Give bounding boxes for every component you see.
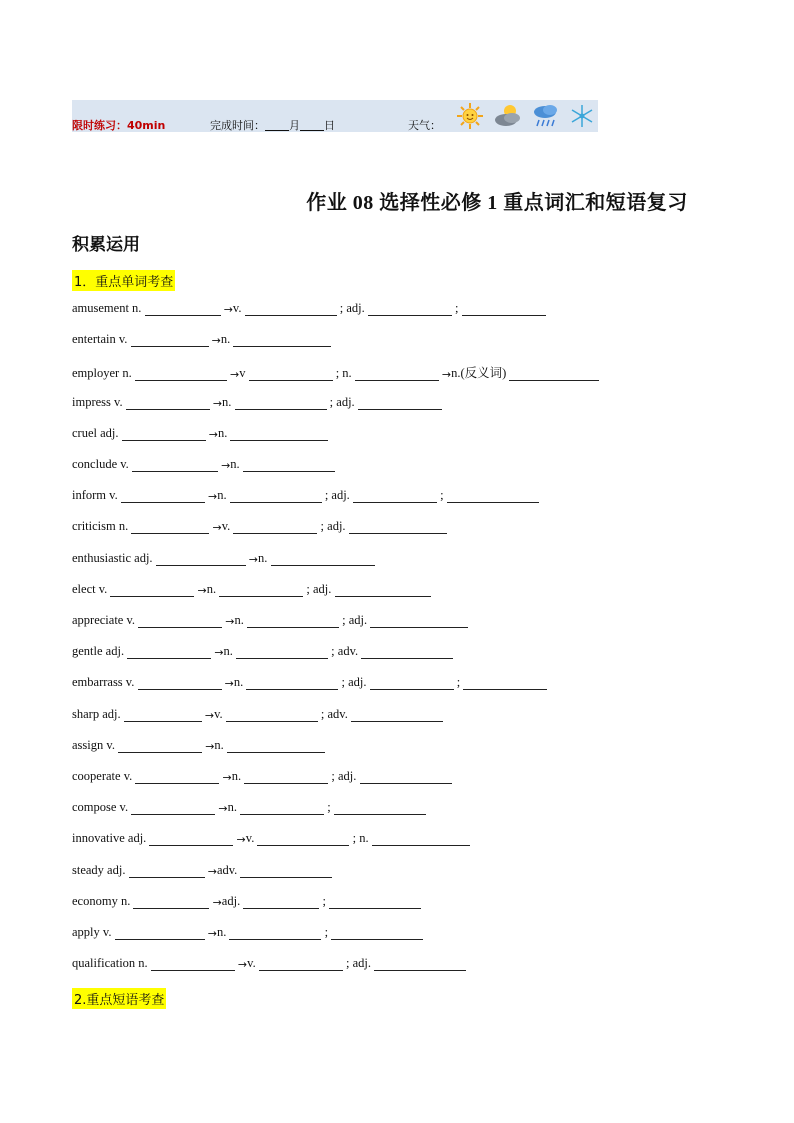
part-of-speech-label: →adj.: [212, 893, 244, 909]
vocab-row: [72, 707, 443, 727]
part-of-speech-label: →n.: [211, 332, 234, 348]
answer-blank[interactable]: [243, 457, 335, 472]
vocab-row: [72, 956, 466, 976]
answer-blank[interactable]: [118, 738, 202, 753]
part-of-speech-label: →n.: [225, 613, 248, 628]
answer-blank[interactable]: [129, 863, 205, 878]
answer-blank[interactable]: [135, 366, 227, 381]
answer-blank[interactable]: [240, 800, 324, 815]
answer-blank[interactable]: [463, 675, 547, 690]
answer-blank[interactable]: [370, 675, 454, 690]
vocab-word: economy n.: [72, 893, 134, 908]
vocab-word: employer n.: [72, 366, 135, 381]
answer-blank[interactable]: [124, 707, 202, 722]
answer-blank[interactable]: [244, 769, 328, 784]
vocab-row: [72, 894, 421, 914]
answer-blank[interactable]: [271, 551, 375, 566]
answer-blank[interactable]: [246, 675, 338, 690]
part-of-speech-label: →n.(反义词): [441, 366, 510, 382]
answer-blank[interactable]: [236, 644, 328, 659]
part-of-speech-label: ; adv.: [328, 644, 362, 659]
answer-blank[interactable]: [131, 332, 209, 347]
part-of-speech-label: ; n.: [332, 366, 355, 381]
part-of-speech-label: →n.: [222, 769, 245, 784]
answer-blank[interactable]: [149, 831, 233, 846]
answer-blank[interactable]: [257, 831, 349, 846]
part-of-speech-label: →n.: [221, 457, 243, 472]
part-of-speech-label: ; n.: [349, 831, 372, 846]
vocab-row: [72, 363, 599, 383]
part-of-speech-label: ;: [319, 893, 330, 908]
vocab-word: qualification n.: [72, 956, 151, 971]
answer-blank[interactable]: [360, 769, 452, 784]
weather-label: 天气：: [408, 119, 441, 132]
answer-blank[interactable]: [110, 582, 194, 597]
vocab-word: steady adj.: [72, 862, 129, 877]
vocab-row: [72, 800, 426, 820]
answer-blank[interactable]: [127, 644, 211, 659]
page-title: 作业 08 选择性必修 1 重点词汇和短语复习: [306, 192, 688, 214]
part-of-speech-label: ; adv.: [317, 706, 351, 721]
part-of-speech-label: →n.: [218, 800, 241, 816]
day-blank[interactable]: [300, 119, 324, 131]
vocab-row: [72, 395, 442, 415]
vocab-row: [72, 582, 431, 602]
vocab-word: amusement n.: [72, 301, 145, 315]
vocab-row: [72, 644, 453, 664]
vocab-row: [72, 519, 447, 539]
answer-blank[interactable]: [243, 894, 319, 909]
answer-blank[interactable]: [509, 366, 599, 381]
vocab-word: innovative adj.: [72, 831, 150, 846]
vocab-row: [72, 551, 375, 571]
answer-blank[interactable]: [122, 426, 206, 441]
vocab-word: apply v.: [72, 925, 115, 939]
part-of-speech-label: ; adj.: [338, 675, 370, 690]
answer-blank[interactable]: [230, 488, 322, 503]
part-of-speech-label: ; adj.: [342, 956, 375, 971]
answer-blank[interactable]: [151, 956, 235, 971]
part-of-speech-label: ; adj.: [336, 301, 368, 315]
answer-blank[interactable]: [219, 582, 303, 597]
part-of-speech-label: →n.: [207, 925, 230, 940]
vocab-row: [72, 925, 423, 945]
vocab-row: [72, 613, 468, 633]
vocab-word: entertain v.: [72, 332, 131, 347]
vocab-word: inform v.: [72, 488, 121, 503]
part-of-speech-label: ; adj.: [317, 519, 349, 534]
answer-blank[interactable]: [374, 956, 466, 971]
part-of-speech-label: →n.: [214, 644, 237, 660]
answer-blank[interactable]: [372, 831, 470, 846]
vocab-row: [72, 301, 546, 321]
answer-blank[interactable]: [233, 519, 317, 534]
vocab-row: [72, 332, 331, 352]
answer-blank[interactable]: [462, 301, 546, 316]
subhead-phrases: 2.重点短语考查: [72, 988, 166, 1009]
part-of-speech-label: →adv.: [207, 862, 241, 878]
part-of-speech-label: ;: [453, 675, 464, 690]
month-blank[interactable]: [265, 119, 289, 131]
part-of-speech-label: ; adj.: [303, 581, 335, 596]
answer-blank[interactable]: [115, 925, 205, 940]
answer-blank[interactable]: [334, 800, 426, 815]
answer-blank[interactable]: [226, 707, 318, 722]
answer-blank[interactable]: [126, 395, 210, 410]
vocab-word: cruel adj.: [72, 425, 122, 440]
part-of-speech-label: ; adj.: [339, 613, 371, 627]
answer-blank[interactable]: [259, 956, 343, 971]
vocab-row: [72, 738, 325, 758]
answer-blank[interactable]: [133, 894, 209, 909]
answer-blank[interactable]: [131, 800, 215, 815]
part-of-speech-label: →n.: [205, 737, 227, 753]
part-of-speech-label: →n.: [248, 550, 271, 566]
answer-blank[interactable]: [138, 675, 222, 690]
answer-blank[interactable]: [135, 769, 219, 784]
vocab-word: assign v.: [72, 737, 119, 752]
answer-blank[interactable]: [353, 488, 437, 503]
answer-blank[interactable]: [358, 395, 442, 410]
rain-icon[interactable]: [530, 100, 562, 132]
answer-blank[interactable]: [235, 395, 327, 410]
part-of-speech-label: →n.: [224, 675, 247, 691]
time-limit-label: 限时练习：40min: [72, 119, 166, 132]
answer-blank[interactable]: [156, 551, 246, 566]
answer-blank[interactable]: [138, 613, 222, 628]
part-of-speech-label: →n.: [212, 394, 235, 410]
completion-time-label: 完成时间：: [210, 119, 265, 132]
part-of-speech-label: ; adj.: [328, 769, 360, 783]
vocab-word: conclude v.: [72, 457, 132, 471]
vocab-word: cooperate v.: [72, 769, 136, 783]
vocab-row: [72, 863, 332, 883]
part-of-speech-label: →v.: [237, 956, 259, 972]
answer-blank[interactable]: [230, 426, 328, 441]
answer-blank[interactable]: [351, 707, 443, 722]
answer-blank[interactable]: [368, 301, 452, 316]
vocab-word: enthusiastic adj.: [72, 550, 156, 565]
answer-blank[interactable]: [370, 613, 468, 628]
part-of-speech-label: →v.: [204, 706, 226, 722]
vocab-word: compose v.: [72, 800, 132, 815]
vocab-row: [72, 675, 547, 695]
vocab-row: [72, 457, 335, 477]
answer-blank[interactable]: [249, 366, 333, 381]
part-of-speech-label: ; adj.: [321, 488, 353, 503]
answer-blank[interactable]: [229, 925, 321, 940]
section-title: 积累运用: [72, 235, 140, 255]
part-of-speech-label: ;: [321, 925, 332, 939]
answer-blank[interactable]: [145, 301, 221, 316]
vocab-word: sharp adj.: [72, 706, 124, 721]
answer-blank[interactable]: [132, 457, 218, 472]
part-of-speech-label: →v.: [223, 301, 245, 316]
part-of-speech-label: →n.: [208, 425, 231, 441]
part-of-speech-label: ; adj.: [326, 394, 358, 409]
day-label: 日: [324, 119, 335, 132]
answer-blank[interactable]: [329, 894, 421, 909]
answer-blank[interactable]: [240, 863, 332, 878]
answer-blank[interactable]: [331, 925, 423, 940]
month-label: 月: [289, 119, 300, 132]
answer-blank[interactable]: [361, 644, 453, 659]
vocab-word: impress v.: [72, 394, 126, 409]
part-of-speech-label: ;: [436, 488, 447, 503]
answer-blank[interactable]: [447, 488, 539, 503]
sunny-icon[interactable]: [454, 100, 486, 132]
completion-time: [210, 117, 335, 133]
part-of-speech-label: ;: [451, 301, 462, 315]
vocab-row: [72, 831, 470, 851]
part-of-speech-label: ;: [324, 800, 334, 815]
vocab-word: embarrass v.: [72, 675, 138, 690]
answer-blank[interactable]: [233, 332, 331, 347]
answer-blank[interactable]: [349, 519, 447, 534]
vocab-row: [72, 488, 539, 508]
answer-blank[interactable]: [227, 738, 325, 753]
answer-blank[interactable]: [335, 582, 431, 597]
answer-blank[interactable]: [121, 488, 205, 503]
vocab-word: elect v.: [72, 581, 111, 596]
snow-icon[interactable]: [566, 100, 598, 132]
vocab-row: [72, 769, 452, 789]
vocab-word: gentle adj.: [72, 644, 128, 659]
part-of-speech-label: →n.: [207, 488, 230, 504]
partly-cloudy-icon[interactable]: [492, 100, 524, 132]
part-of-speech-label: →v.: [236, 831, 258, 847]
vocab-row: [72, 426, 328, 446]
part-of-speech-label: →v: [229, 366, 249, 382]
vocab-word: appreciate v.: [72, 613, 139, 627]
answer-blank[interactable]: [131, 519, 209, 534]
part-of-speech-label: →v.: [212, 519, 234, 535]
subhead-words: 1．重点单词考查: [72, 270, 175, 291]
part-of-speech-label: →n.: [197, 581, 220, 597]
answer-blank[interactable]: [355, 366, 439, 381]
answer-blank[interactable]: [245, 301, 337, 316]
vocab-word: criticism n.: [72, 519, 132, 534]
answer-blank[interactable]: [247, 613, 339, 628]
